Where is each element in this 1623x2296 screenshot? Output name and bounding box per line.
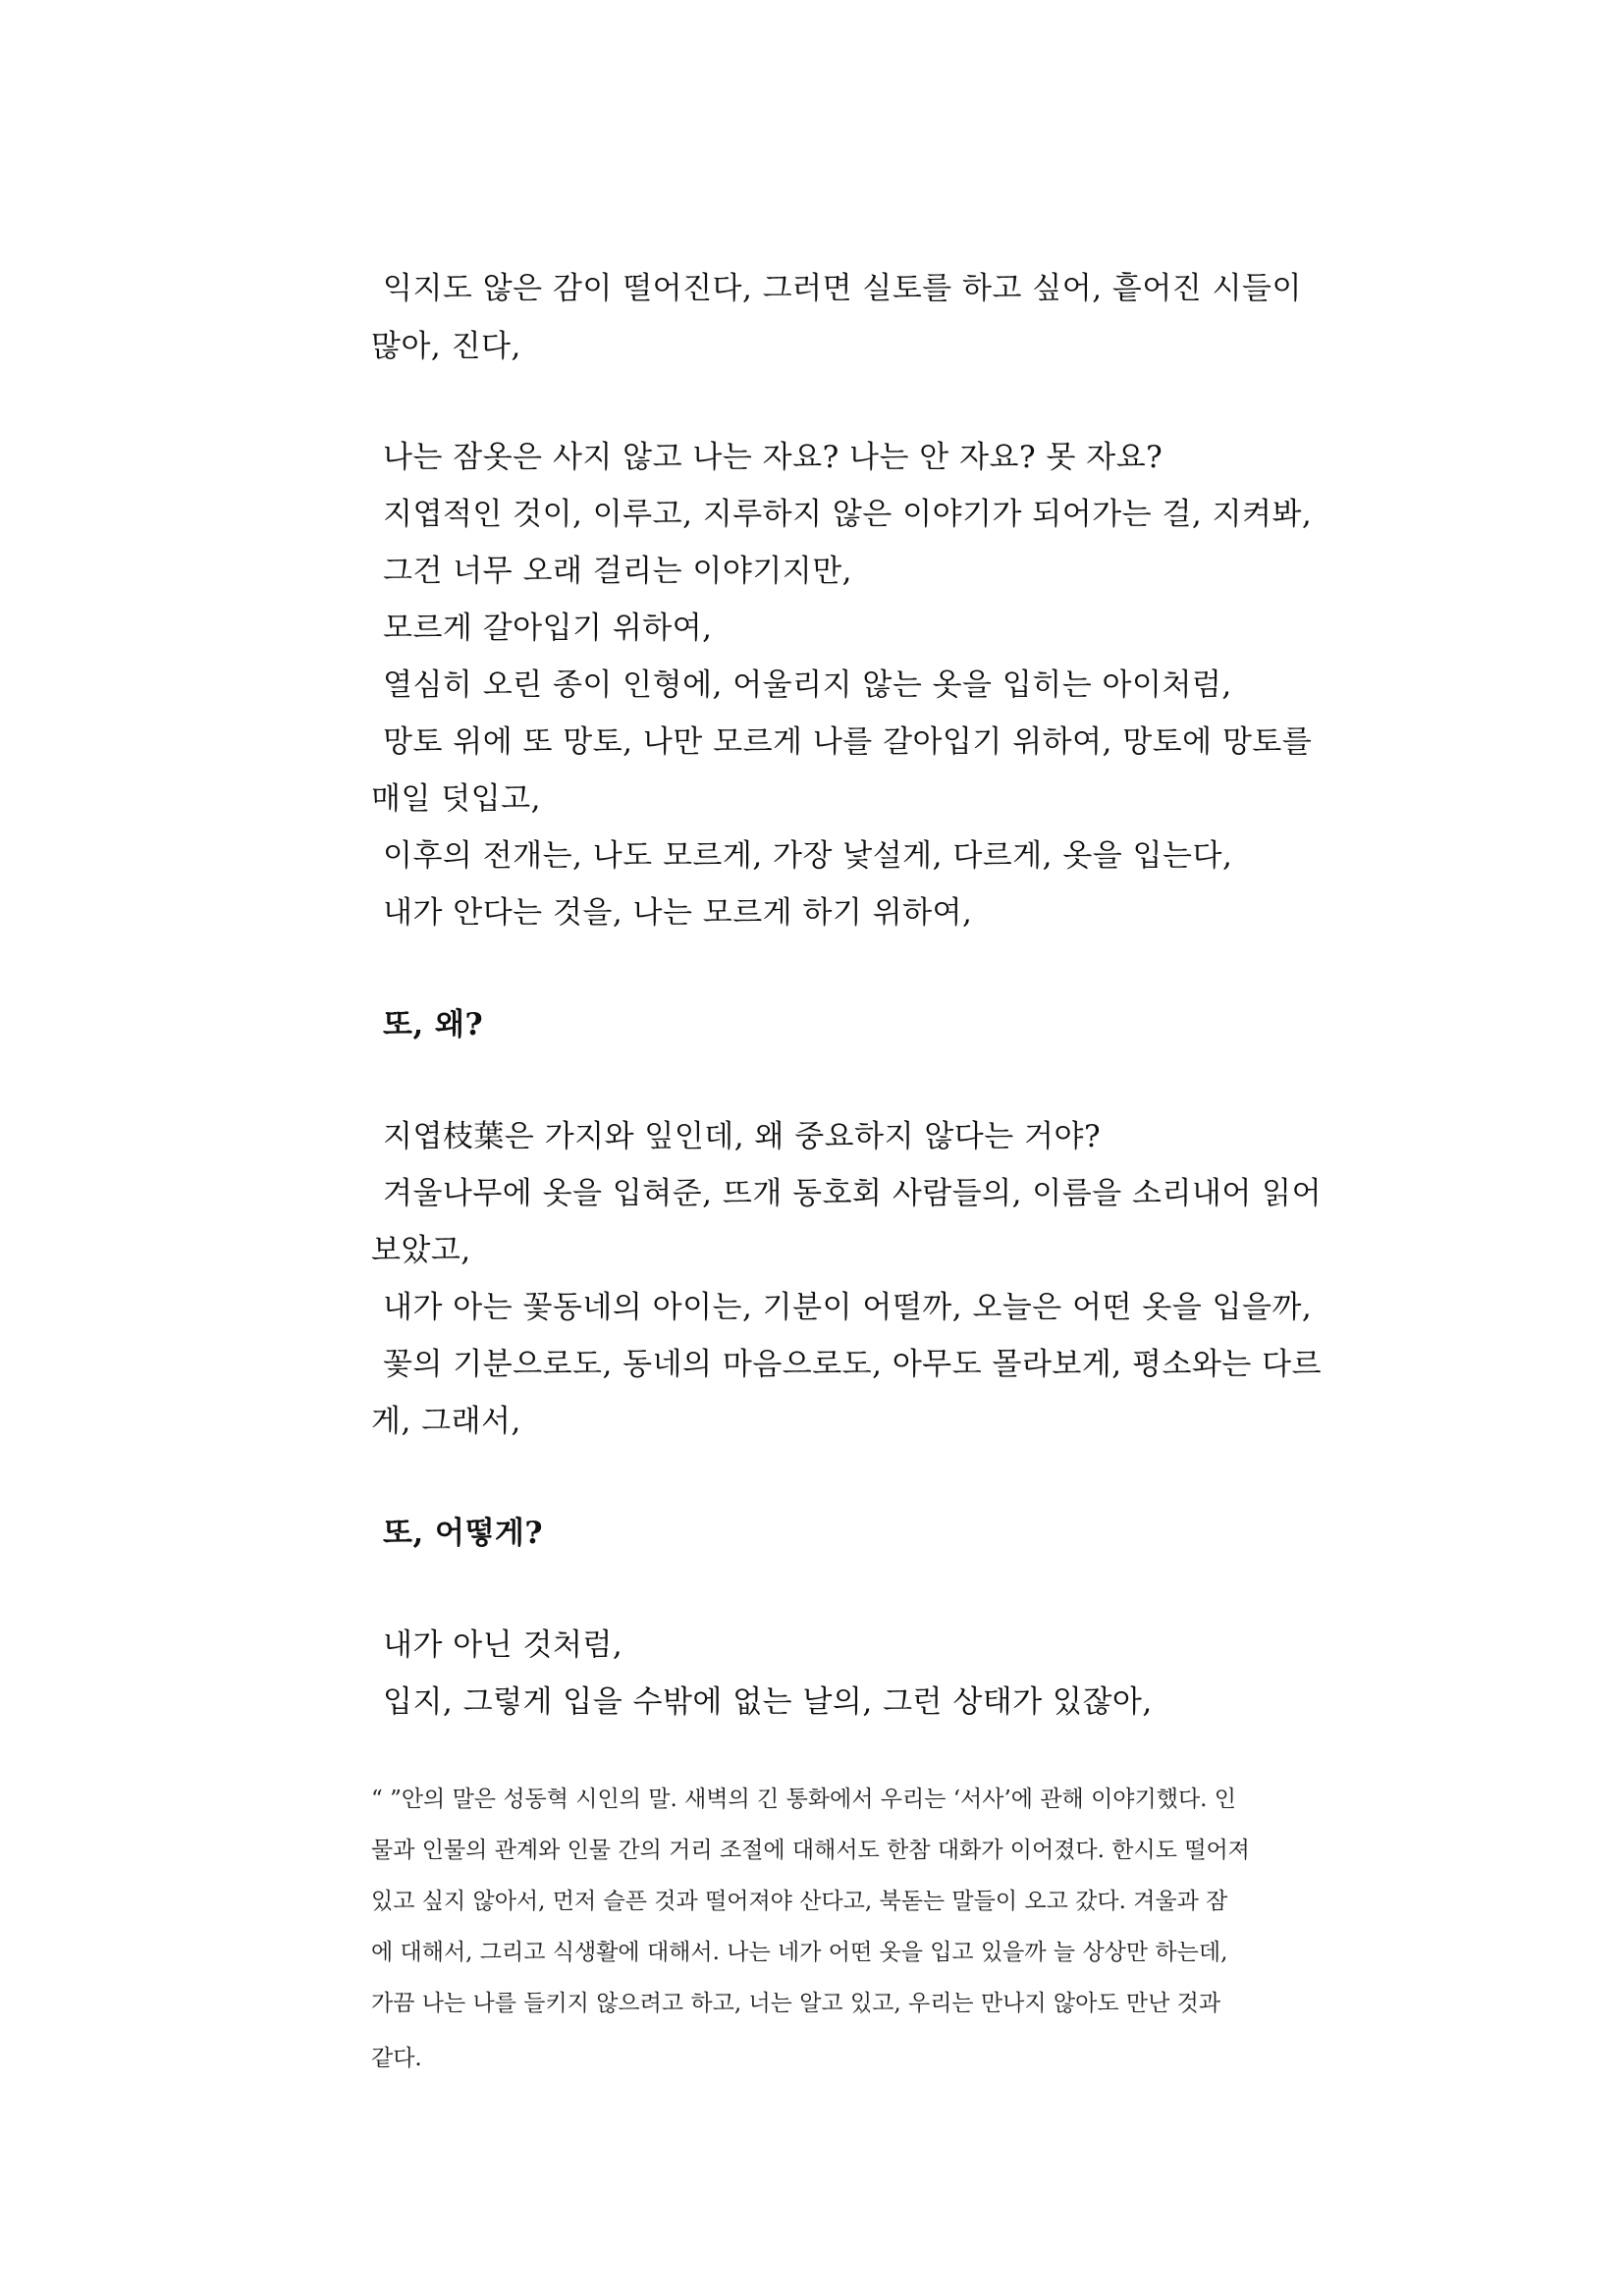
- poem-line: 이후의 전개는, 나도 모르게, 가장 낯설게, 다르게, 옷을 입는다,: [383, 838, 1233, 874]
- footnote-line: 물과 인물의 관계와 인물 간의 거리 조절에 대해서도 한참 대화가 이어졌다. 한시도 떨어져: [371, 1838, 1250, 1863]
- poem-line: 내가 안다는 것을, 나는 모르게 하기 위하여,: [383, 895, 973, 931]
- poem-line: 그건 너무 오래 걸리는 이야기지만,: [383, 554, 853, 589]
- footnote-line: 에 대해서, 그리고 식생활에 대해서. 나는 네가 어떤 옷을 입고 있을까 늘 상상만 하는데,: [371, 1940, 1228, 1965]
- poem-line: 망토 위에 또 망토, 나만 모르게 나를 갈아입기 위하여, 망토에 망토를: [383, 724, 1313, 760]
- footnote-line: “ ”안의 말은 성동혁 시인의 말. 새벽의 긴 통화에서 우리는 ‘서사’에 관해 이야기했다. 인: [371, 1787, 1236, 1812]
- poem-line: 꽃의 기분으로도, 동네의 마음으로도, 아무도 몰라보게, 평소와는 다르: [383, 1347, 1323, 1382]
- poem-line: 지엽적인 것이, 이루고, 지루하지 않은 이야기가 되어가는 걸, 지켜봐,: [383, 497, 1313, 532]
- poem-line: 게, 그래서,: [371, 1404, 521, 1439]
- poem-line: 매일 덧입고,: [371, 781, 541, 817]
- footnote-line: 같다.: [371, 2046, 422, 2071]
- poem-line: 입지, 그렇게 입을 수밖에 없는 날의, 그런 상태가 있잖아,: [383, 1684, 1153, 1720]
- poem-line: 많아, 진다,: [371, 329, 521, 364]
- poem-line: 보았고,: [371, 1233, 471, 1268]
- footnote-line: 있고 싶지 않아서, 먼저 슬픈 것과 떨어져야 산다고, 북돋는 말들이 오고 갔다. 겨울과 잠: [371, 1889, 1228, 1914]
- footnote-line: 가끔 나는 나를 들키지 않으려고 하고, 너는 알고 있고, 우리는 만나지 않아도 만난 것과: [371, 1991, 1221, 2016]
- poem-line: 내가 아닌 것처럼,: [383, 1628, 623, 1663]
- poem-line: 내가 아는 꽃동네의 아이는, 기분이 어떨까, 오늘은 어떤 옷을 입을까,: [383, 1290, 1313, 1325]
- poem-line: 열심히 오린 종이 인형에, 어울리지 않는 옷을 입히는 아이처럼,: [383, 667, 1232, 703]
- poem-line: 지엽枝葉은 가지와 잎인데, 왜 중요하지 않다는 거야?: [383, 1119, 1102, 1154]
- poem-line: 익지도 않은 감이 떨어진다, 그러면 실토를 하고 싶어, 흩어진 시들이: [383, 271, 1302, 306]
- poem-line: 겨울나무에 옷을 입혀준, 뜨개 동호회 사람들의, 이름을 소리내어 읽어: [383, 1176, 1323, 1211]
- section-heading: 또, 어떻게?: [383, 1516, 544, 1551]
- poem-line: 모르게 갈아입기 위하여,: [383, 611, 713, 646]
- poem-line: 나는 잠옷은 사지 않고 나는 자요? 나는 안 자요? 못 자요?: [383, 440, 1163, 475]
- section-heading: 또, 왜?: [383, 1007, 484, 1042]
